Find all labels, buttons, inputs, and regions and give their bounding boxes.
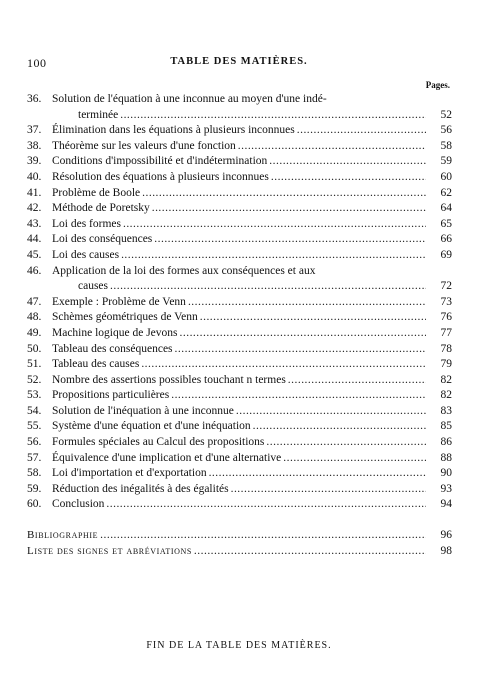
entry-page: 90 bbox=[440, 467, 452, 480]
end-of-table-note: FIN DE LA TABLE DES MATIÈRES. bbox=[146, 640, 332, 651]
entry-number: 37. bbox=[27, 124, 42, 137]
entry-number: 40. bbox=[27, 170, 42, 183]
dot-leader bbox=[288, 373, 426, 389]
dot-leader bbox=[175, 342, 426, 358]
entry-page: 56 bbox=[440, 124, 452, 137]
toc-entry bbox=[27, 497, 452, 513]
dot-leader bbox=[142, 186, 426, 202]
running-title: TABLE DES MATIÈRES. bbox=[170, 56, 308, 67]
entry-page: 96 bbox=[440, 529, 452, 542]
entry-title: Élimination dans les équations à plusieurs inconnues bbox=[52, 124, 295, 137]
toc-entry bbox=[27, 357, 452, 373]
entry-title: Loi des causes bbox=[52, 248, 120, 261]
toc-entry-signs bbox=[27, 544, 452, 560]
entry-page: 82 bbox=[440, 373, 452, 386]
entry-title: Schèmes géométriques de Venn bbox=[52, 311, 198, 324]
toc-entry bbox=[27, 435, 452, 451]
dot-leader bbox=[236, 404, 426, 420]
entry-number: 60. bbox=[27, 498, 42, 511]
toc-entry bbox=[27, 326, 452, 342]
entry-number: 38. bbox=[27, 139, 42, 152]
entry-title: Tableau des conséquences bbox=[52, 342, 173, 355]
entry-page: 62 bbox=[440, 186, 452, 199]
entry-number: 41. bbox=[27, 186, 42, 199]
entry-title: Liste des signes et abréviations bbox=[27, 544, 192, 557]
dot-leader bbox=[297, 123, 426, 139]
entry-title: Propositions particulières bbox=[52, 389, 170, 402]
entry-title: Conditions d'impossibilité et d'indétermination bbox=[52, 155, 268, 168]
dot-leader bbox=[194, 544, 426, 560]
dot-leader bbox=[152, 201, 426, 217]
dot-leader bbox=[120, 108, 426, 124]
entry-title: Nombre des assertions possibles touchant n termes bbox=[52, 373, 286, 386]
entry-page: 65 bbox=[440, 217, 452, 230]
entry-title: Équivalence d'une implication et d'une alternative bbox=[52, 451, 282, 464]
dot-leader bbox=[106, 497, 426, 513]
entry-number: 58. bbox=[27, 467, 42, 480]
dot-leader bbox=[238, 139, 426, 155]
entry-title: Méthode de Poretsky bbox=[52, 202, 150, 215]
dot-leader bbox=[154, 232, 426, 248]
toc-entry-continuation bbox=[27, 108, 452, 124]
toc-entry bbox=[27, 123, 452, 139]
entry-page: 73 bbox=[440, 295, 452, 308]
toc-entry bbox=[27, 186, 452, 202]
dot-leader bbox=[141, 357, 426, 373]
entry-title: Solution de l'inéquation à une inconnue bbox=[52, 404, 234, 417]
entry-number: 43. bbox=[27, 217, 42, 230]
entry-number: 57. bbox=[27, 451, 42, 464]
entry-title: Machine logique de Jevons bbox=[52, 326, 178, 339]
entry-page: 93 bbox=[440, 482, 452, 495]
entry-number: 51. bbox=[27, 358, 42, 371]
entry-page: 69 bbox=[440, 248, 452, 261]
entry-page: 77 bbox=[440, 326, 452, 339]
entry-title: Solution de l'équation à une inconnue au moyen d'une indé- bbox=[52, 93, 327, 105]
entry-page: 58 bbox=[440, 139, 452, 152]
entry-page: 59 bbox=[440, 155, 452, 168]
entry-number: 59. bbox=[27, 482, 42, 495]
dot-leader bbox=[123, 217, 426, 233]
entry-title: Système d'une équation et d'une inéquation bbox=[52, 420, 251, 433]
dot-leader bbox=[253, 419, 426, 435]
toc-entry bbox=[27, 170, 452, 186]
dot-leader bbox=[171, 388, 426, 404]
toc-entry-continuation bbox=[27, 279, 452, 295]
toc-entry-bibliography bbox=[27, 528, 452, 544]
entry-title: Application de la loi des formes aux conséquences et aux bbox=[52, 264, 316, 277]
entry-page: 64 bbox=[440, 202, 452, 215]
toc-entry bbox=[27, 217, 452, 233]
entry-page: 98 bbox=[440, 544, 452, 557]
dot-leader bbox=[209, 466, 426, 482]
entry-page: 88 bbox=[440, 451, 452, 464]
dot-leader bbox=[231, 482, 426, 498]
entry-title: Problème de Boole bbox=[52, 186, 141, 199]
toc-entry bbox=[27, 154, 452, 170]
toc-entry bbox=[27, 373, 452, 389]
toc-entry bbox=[27, 139, 452, 155]
toc-entry bbox=[27, 419, 452, 435]
entry-page: 82 bbox=[440, 389, 452, 402]
entry-number: 55. bbox=[27, 420, 42, 433]
entry-title-continuation: causes bbox=[78, 280, 109, 293]
pages-column-label: Pages. bbox=[425, 80, 450, 90]
entry-number: 56. bbox=[27, 436, 42, 449]
entry-number: 48. bbox=[27, 311, 42, 324]
dot-leader bbox=[200, 310, 426, 326]
entry-number: 44. bbox=[27, 233, 42, 246]
dot-leader bbox=[271, 170, 426, 186]
entry-title: Exemple : Problème de Venn bbox=[52, 295, 186, 308]
entry-number: 45. bbox=[27, 248, 42, 261]
dot-leader bbox=[100, 528, 426, 544]
entry-page: 52 bbox=[440, 108, 452, 121]
entry-number: 47. bbox=[27, 295, 42, 308]
entry-title: Loi des conséquences bbox=[52, 233, 153, 246]
toc-entry bbox=[27, 388, 452, 404]
toc-entry bbox=[27, 342, 452, 358]
entry-page: 85 bbox=[440, 420, 452, 433]
entry-title: Loi d'importation et d'exportation bbox=[52, 467, 207, 480]
entry-number: 42. bbox=[27, 202, 42, 215]
dot-leader bbox=[121, 248, 426, 264]
dot-leader bbox=[266, 435, 426, 451]
entry-page: 66 bbox=[440, 233, 452, 246]
dot-leader bbox=[110, 279, 426, 295]
toc-entry bbox=[27, 201, 452, 217]
entry-page: 79 bbox=[440, 358, 452, 371]
toc-entry bbox=[27, 232, 452, 248]
entry-number: 53. bbox=[27, 389, 42, 402]
entry-title: Loi des formes bbox=[52, 217, 121, 230]
toc-entry bbox=[27, 295, 452, 311]
entry-number: 46. bbox=[27, 264, 42, 277]
entry-number: 36. bbox=[27, 93, 42, 105]
dot-leader bbox=[188, 295, 426, 311]
table-of-contents bbox=[27, 92, 452, 559]
toc-entry bbox=[27, 264, 452, 280]
entry-page: 94 bbox=[440, 498, 452, 511]
toc-entry bbox=[27, 482, 452, 498]
toc-entry bbox=[27, 451, 452, 467]
entry-number: 52. bbox=[27, 373, 42, 386]
entry-page: 86 bbox=[440, 436, 452, 449]
entry-title: Conclusion bbox=[52, 498, 105, 511]
page-number: 100 bbox=[27, 56, 47, 70]
entry-number: 39. bbox=[27, 155, 42, 168]
entry-number: 49. bbox=[27, 326, 42, 339]
toc-entry bbox=[27, 310, 452, 326]
entry-title: Théorème sur les valeurs d'une fonction bbox=[52, 139, 236, 152]
entry-page: 78 bbox=[440, 342, 452, 355]
entry-title: Réduction des inégalités à des égalités bbox=[52, 482, 229, 495]
entry-page: 72 bbox=[440, 280, 452, 293]
toc-entry bbox=[27, 466, 452, 482]
entry-title: Formules spéciales au Calcul des propositions bbox=[52, 436, 265, 449]
toc-entry bbox=[27, 92, 452, 108]
dot-leader bbox=[180, 326, 426, 342]
entry-number: 50. bbox=[27, 342, 42, 355]
dot-leader bbox=[283, 451, 426, 467]
toc-entry bbox=[27, 404, 452, 420]
toc-entry bbox=[27, 248, 452, 264]
entry-page: 83 bbox=[440, 404, 452, 417]
entry-number: 54. bbox=[27, 404, 42, 417]
entry-title: Bibliographie bbox=[27, 529, 99, 542]
entry-title: Tableau des causes bbox=[52, 358, 140, 371]
entry-title-continuation: terminée bbox=[78, 108, 119, 121]
entry-page: 76 bbox=[440, 311, 452, 324]
entry-page: 60 bbox=[440, 170, 452, 183]
entry-title: Résolution des équations à plusieurs inconnues bbox=[52, 170, 269, 183]
dot-leader bbox=[269, 154, 426, 170]
